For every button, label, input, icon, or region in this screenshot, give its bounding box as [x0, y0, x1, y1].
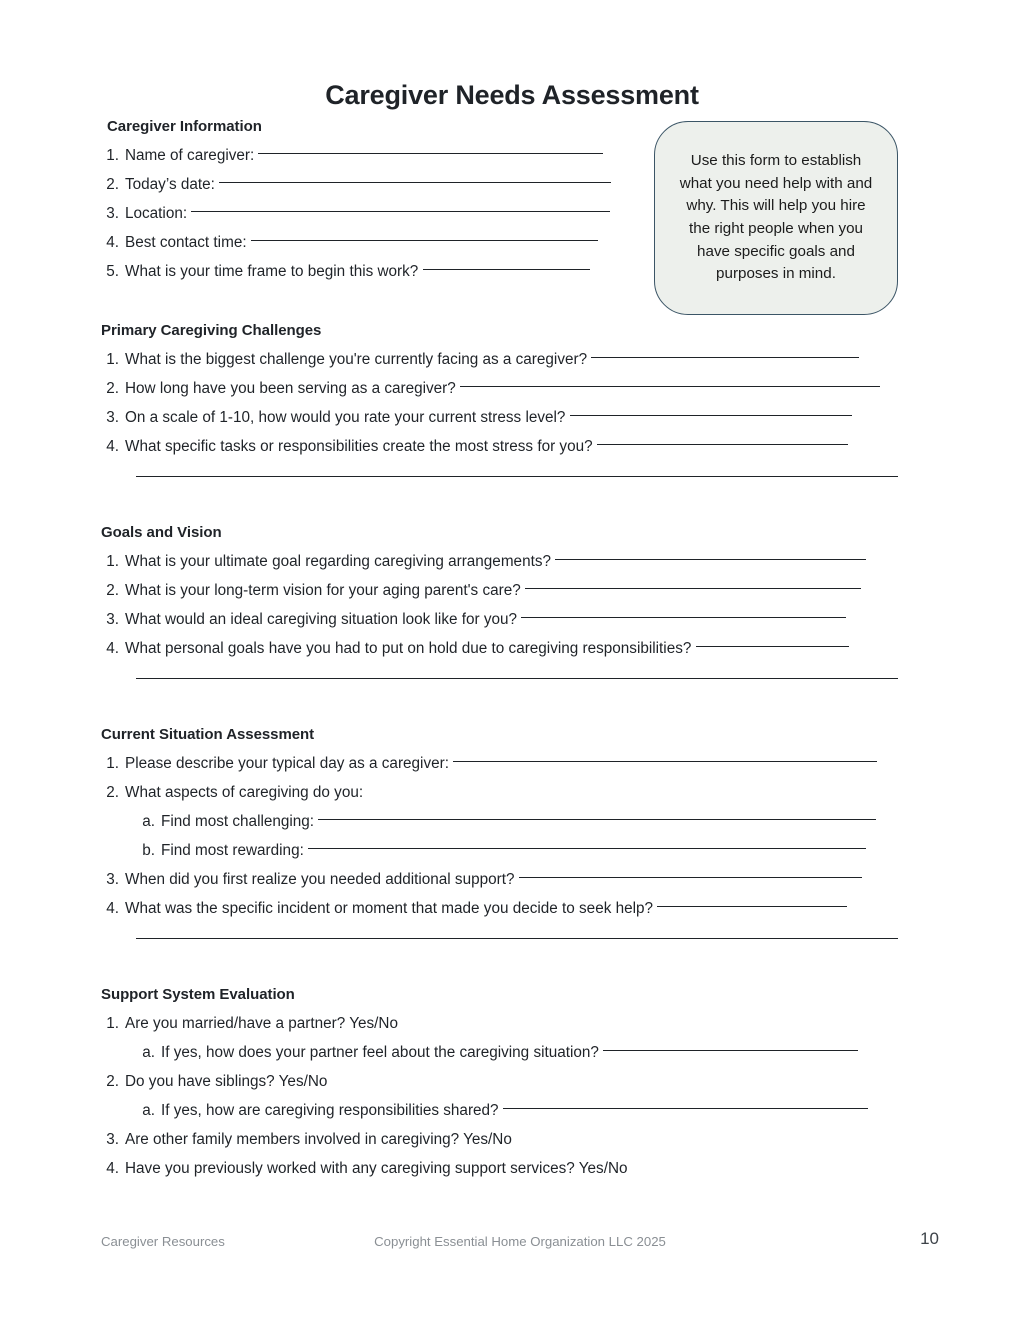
footer-left-label: Caregiver Resources — [101, 1234, 225, 1249]
question-item — [101, 807, 877, 836]
question-text: What was the specific incident or moment that made you decide to seek help? — [125, 900, 654, 917]
answer-blank-line[interactable] — [657, 905, 847, 907]
question-text: Location: — [125, 205, 188, 222]
section-heading: Primary Caregiving Challenges — [101, 322, 322, 339]
question-item — [101, 374, 880, 403]
question-item — [101, 749, 877, 778]
question-item — [101, 547, 866, 576]
question-item — [101, 432, 880, 461]
question-text: Are you married/have a partner? Yes/No — [125, 1015, 398, 1032]
question-item — [101, 228, 611, 257]
question-number: b. — [142, 842, 155, 859]
question-text: If yes, how does your partner feel about the caregiving situation? — [161, 1044, 599, 1061]
answer-blank-line[interactable] — [251, 239, 598, 241]
question-item — [101, 778, 877, 807]
section-5 — [101, 986, 868, 1183]
answer-blank-line[interactable] — [136, 937, 898, 939]
question-item — [101, 1154, 868, 1183]
answer-blank-line[interactable] — [136, 677, 898, 679]
answer-blank-line[interactable] — [591, 356, 859, 358]
answer-blank-line[interactable] — [597, 443, 848, 445]
question-item — [101, 257, 611, 286]
answer-blank-line[interactable] — [555, 558, 866, 560]
answer-blank-line[interactable] — [191, 210, 610, 212]
question-number: 4. — [106, 640, 119, 657]
question-number: 2. — [106, 784, 119, 801]
question-text: Find most rewarding: — [161, 842, 304, 859]
question-number: 3. — [106, 205, 119, 222]
question-number: a. — [142, 1102, 155, 1119]
question-text: On a scale of 1-10, how would you rate your current stress level? — [125, 409, 566, 426]
question-number: 3. — [106, 1131, 119, 1148]
question-item — [101, 199, 611, 228]
question-list — [101, 345, 880, 490]
answer-blank-line[interactable] — [525, 587, 861, 589]
answer-blank-line[interactable] — [503, 1107, 868, 1109]
question-number: 3. — [106, 871, 119, 888]
answer-blank-line[interactable] — [696, 645, 849, 647]
section-3 — [101, 524, 866, 692]
question-item — [101, 403, 880, 432]
question-number: 1. — [106, 1015, 119, 1032]
question-item — [101, 1096, 868, 1125]
question-number: 3. — [106, 409, 119, 426]
page-footer — [101, 1229, 939, 1256]
answer-continuation-row — [101, 923, 877, 952]
question-item — [101, 1067, 868, 1096]
question-text: If yes, how are caregiving responsibilities shared? — [161, 1102, 499, 1119]
question-item — [101, 345, 880, 374]
question-text: What aspects of caregiving do you: — [125, 784, 364, 801]
question-item — [101, 141, 611, 170]
answer-blank-line[interactable] — [453, 760, 877, 762]
question-text: What is your ultimate goal regarding caregiving arrangements? — [125, 553, 551, 570]
question-number: 3. — [106, 611, 119, 628]
question-text: Name of caregiver: — [125, 147, 255, 164]
answer-continuation-row — [101, 663, 866, 692]
question-number: 1. — [106, 553, 119, 570]
answer-blank-line[interactable] — [570, 414, 852, 416]
question-item — [101, 1009, 868, 1038]
question-text: Do you have siblings? Yes/No — [125, 1073, 328, 1090]
question-list — [101, 141, 611, 286]
answer-blank-line[interactable] — [603, 1049, 858, 1051]
question-number: 2. — [106, 1073, 119, 1090]
question-item — [101, 634, 866, 663]
section-heading: Current Situation Assessment — [101, 726, 315, 743]
question-item — [101, 605, 866, 634]
question-number: 2. — [106, 582, 119, 599]
answer-continuation-row — [101, 461, 880, 490]
answer-blank-line[interactable] — [460, 385, 880, 387]
page-number: 10 — [920, 1229, 939, 1248]
question-text: What is your time frame to begin this work? — [125, 263, 419, 280]
question-text: Find most challenging: — [161, 813, 315, 830]
question-text: Are other family members involved in caregiving? Yes/No — [125, 1131, 512, 1148]
section-heading: Support System Evaluation — [101, 986, 295, 1003]
question-text: What specific tasks or responsibilities create the most stress for you? — [125, 438, 593, 455]
answer-blank-line[interactable] — [423, 268, 590, 270]
question-number: 4. — [106, 234, 119, 251]
question-text: What is your long-term vision for your aging parent's care? — [125, 582, 521, 599]
callout-text: Use this form to establish what you need help with and why. This will help you hire the right people when you have specific goals and purposes in mind. — [679, 152, 873, 283]
question-number: 4. — [106, 1160, 119, 1177]
question-text: Have you previously worked with any caregiving support services? Yes/No — [125, 1160, 628, 1177]
question-number: 1. — [106, 755, 119, 772]
question-item — [101, 576, 866, 605]
section-heading: Caregiver Information — [107, 118, 262, 135]
question-text: Please describe your typical day as a caregiver: — [125, 755, 449, 772]
question-list — [101, 547, 866, 692]
question-number: 2. — [106, 380, 119, 397]
footer-copyright: Copyright Essential Home Organization LLC 2025 — [374, 1234, 666, 1249]
section-4 — [101, 726, 877, 952]
question-text: What would an ideal caregiving situation look like for you? — [125, 611, 517, 628]
section-1 — [101, 118, 611, 286]
question-number: 1. — [106, 147, 119, 164]
question-number: a. — [142, 813, 155, 830]
question-text: What is the biggest challenge you're currently facing as a caregiver? — [125, 351, 588, 368]
question-list — [101, 1009, 868, 1183]
answer-blank-line[interactable] — [219, 181, 611, 183]
question-item — [101, 865, 877, 894]
section-heading: Goals and Vision — [101, 524, 222, 541]
question-item — [101, 894, 877, 923]
question-text: Today’s date: — [125, 176, 215, 193]
question-text: How long have you been serving as a caregiver? — [125, 380, 456, 397]
question-item — [101, 1038, 868, 1067]
section-2 — [101, 322, 880, 490]
question-number: 4. — [106, 438, 119, 455]
answer-blank-line[interactable] — [519, 876, 862, 878]
answer-blank-line[interactable] — [318, 818, 876, 820]
question-number: 1. — [106, 351, 119, 368]
page-title: Caregiver Needs Assessment — [325, 80, 699, 111]
question-number: 2. — [106, 176, 119, 193]
question-text: What personal goals have you had to put on hold due to caregiving responsibilities? — [125, 640, 692, 657]
question-number: 4. — [106, 900, 119, 917]
question-list — [101, 749, 877, 952]
question-item — [101, 836, 877, 865]
answer-blank-line[interactable] — [258, 152, 603, 154]
callout-box — [654, 121, 898, 315]
question-number: a. — [142, 1044, 155, 1061]
question-number: 5. — [106, 263, 119, 280]
question-item — [101, 1125, 868, 1154]
question-text: Best contact time: — [125, 234, 247, 251]
answer-blank-line[interactable] — [136, 475, 898, 477]
answer-blank-line[interactable] — [521, 616, 846, 618]
question-text: When did you first realize you needed additional support? — [125, 871, 515, 888]
question-item — [101, 170, 611, 199]
answer-blank-line[interactable] — [308, 847, 866, 849]
